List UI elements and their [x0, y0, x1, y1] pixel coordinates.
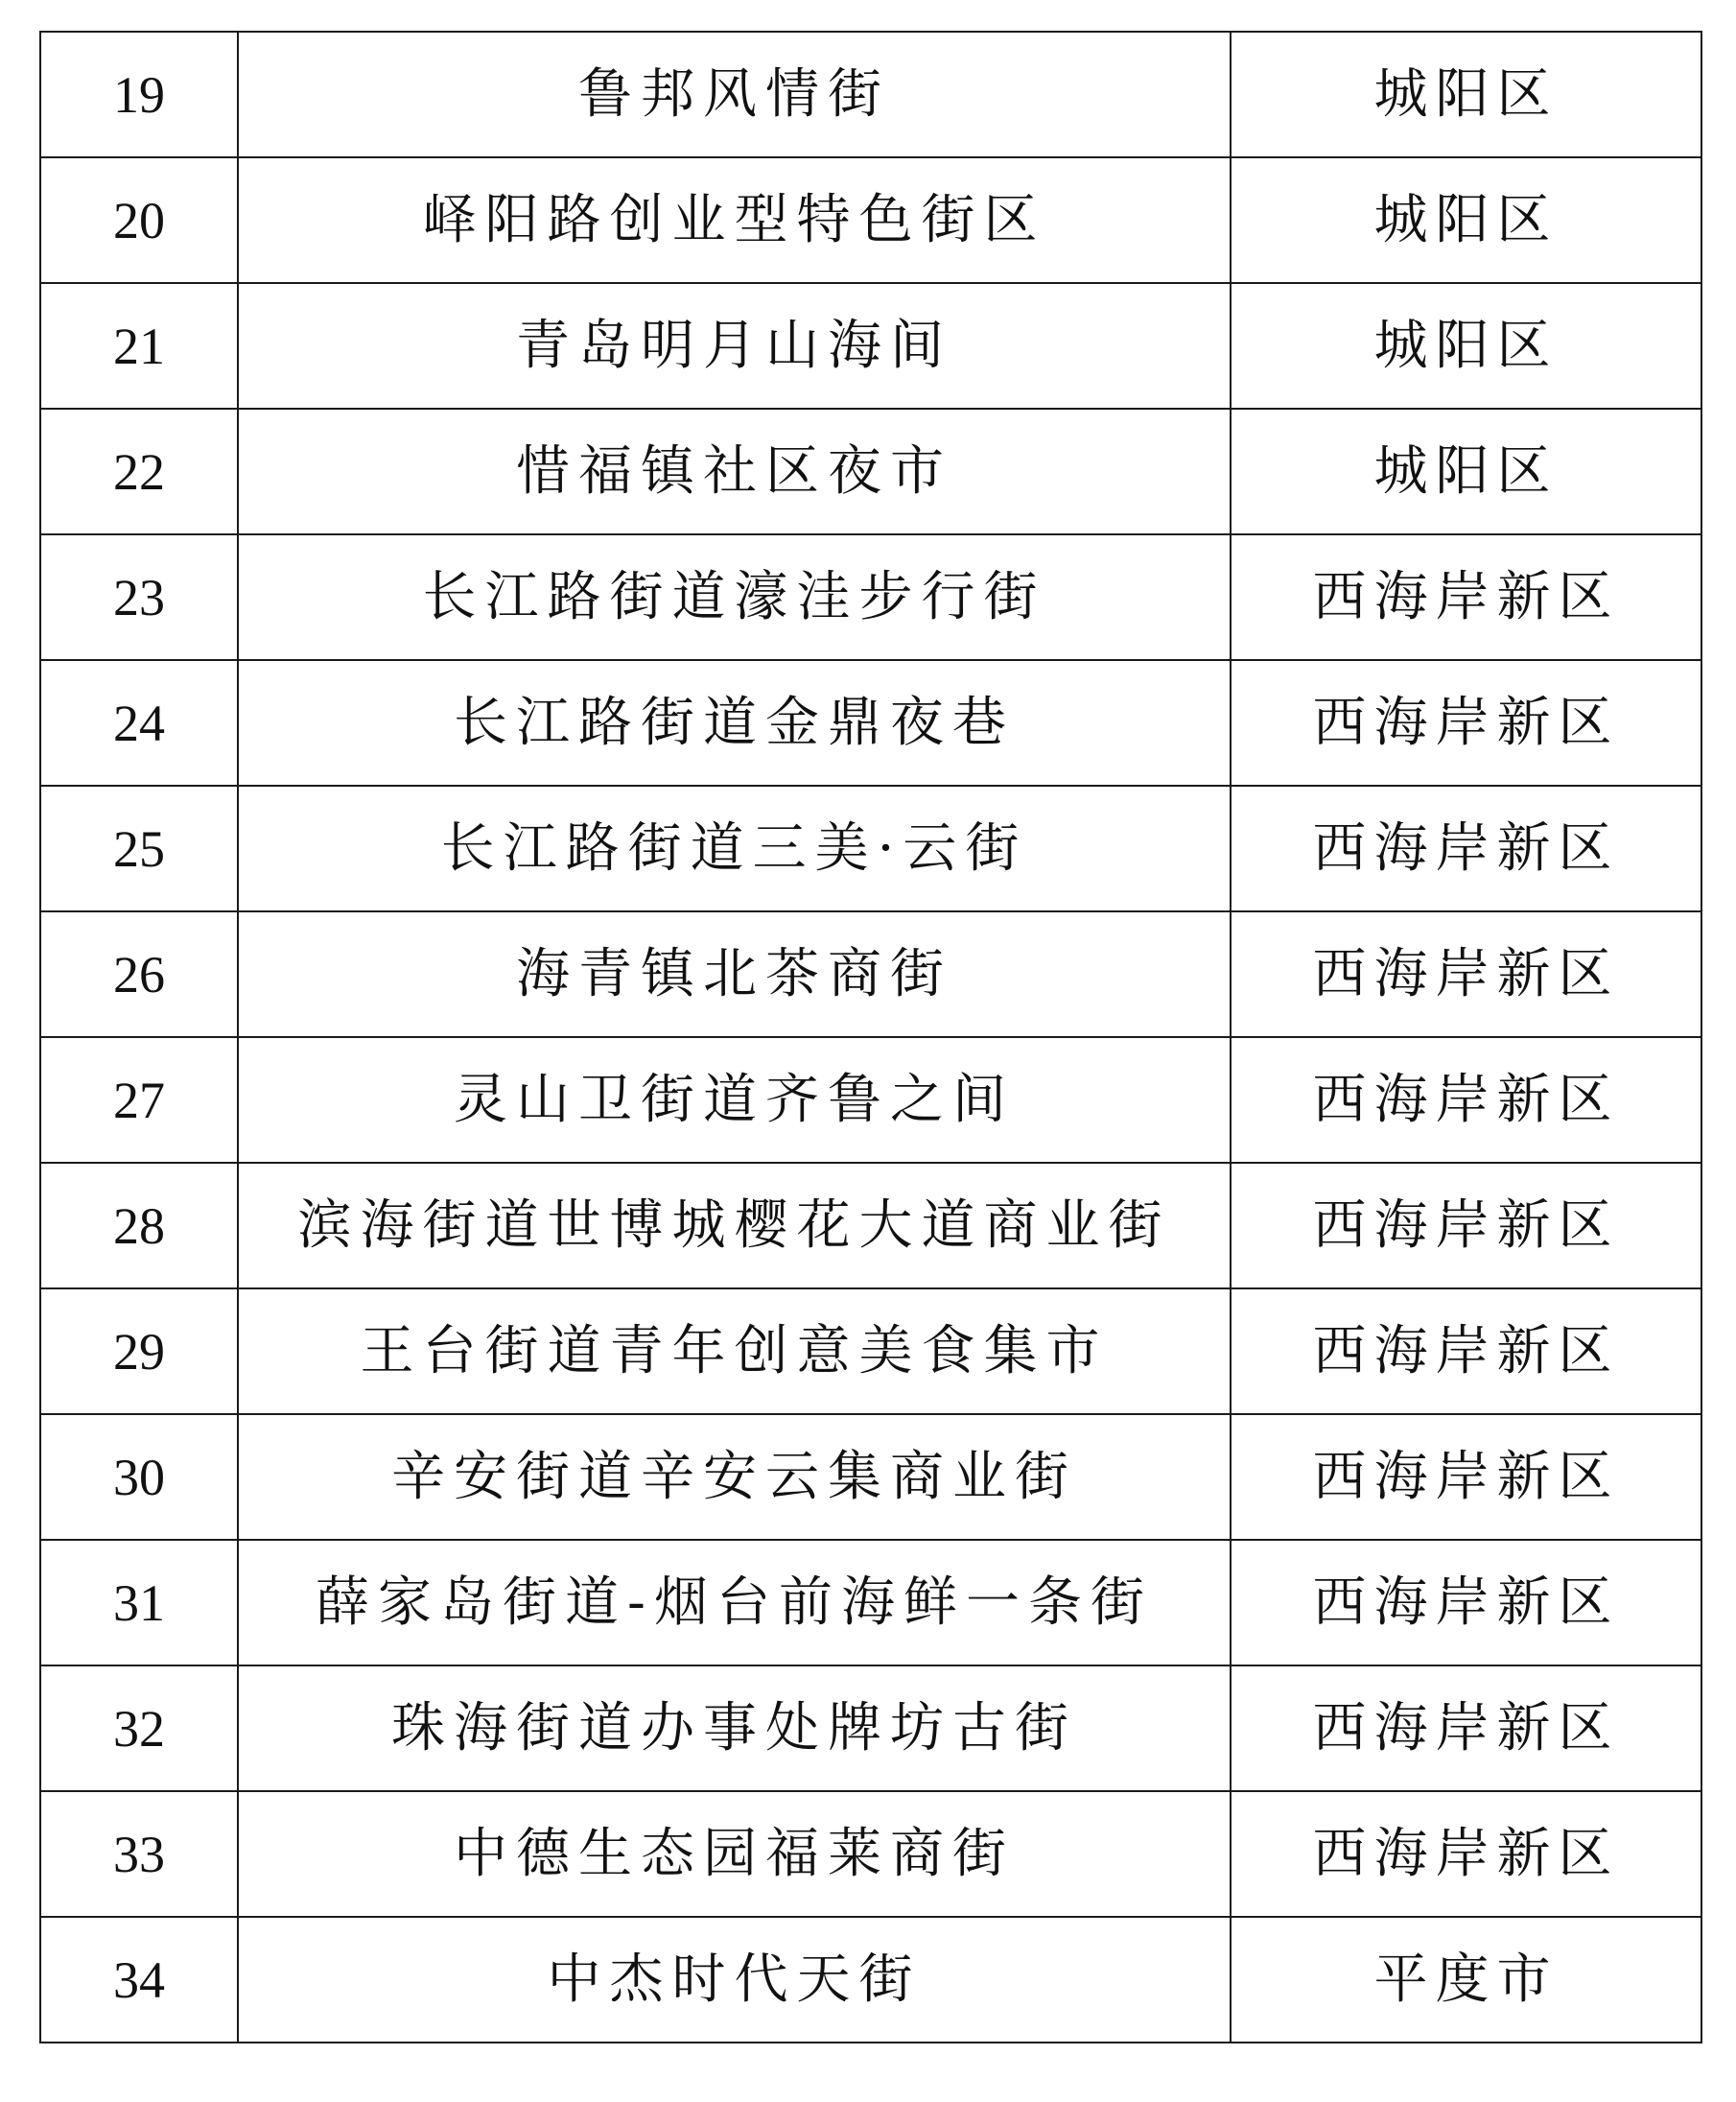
street-name: 珠海街道办事处牌坊古街: [238, 1665, 1231, 1791]
row-number: 29: [40, 1288, 238, 1414]
street-name: 薛家岛街道-烟台前海鲜一条街: [238, 1540, 1231, 1665]
district-name: 西海岸新区: [1231, 1163, 1701, 1288]
street-name: 辛安街道辛安云集商业街: [238, 1414, 1231, 1540]
table-row: [40, 660, 1701, 786]
district-name: 西海岸新区: [1231, 1414, 1701, 1540]
street-name: 长江路街道金鼎夜巷: [238, 660, 1231, 786]
street-name: 青岛明月山海间: [238, 283, 1231, 409]
district-name: 城阳区: [1231, 157, 1701, 283]
table-row: [40, 1288, 1701, 1414]
row-number: 27: [40, 1037, 238, 1163]
table-row: [40, 1665, 1701, 1791]
district-name: 西海岸新区: [1231, 1540, 1701, 1665]
street-name: 鲁邦风情街: [238, 32, 1231, 157]
street-name: 滨海街道世博城樱花大道商业街: [238, 1163, 1231, 1288]
table-row: [40, 534, 1701, 660]
row-number: 32: [40, 1665, 238, 1791]
street-name: 惜福镇社区夜市: [238, 409, 1231, 534]
street-name: 中德生态园福莱商街: [238, 1791, 1231, 1917]
row-number: 20: [40, 157, 238, 283]
table-row: [40, 1163, 1701, 1288]
district-name: 城阳区: [1231, 32, 1701, 157]
row-number: 34: [40, 1917, 238, 2043]
district-name: 西海岸新区: [1231, 534, 1701, 660]
row-number: 31: [40, 1540, 238, 1665]
table-row: [40, 1917, 1701, 2043]
district-name: 西海岸新区: [1231, 660, 1701, 786]
row-number: 24: [40, 660, 238, 786]
row-number: 23: [40, 534, 238, 660]
table-row: [40, 1414, 1701, 1540]
row-number: 33: [40, 1791, 238, 1917]
street-name: 峄阳路创业型特色街区: [238, 157, 1231, 283]
table-row: [40, 786, 1701, 911]
district-name: 西海岸新区: [1231, 911, 1701, 1037]
street-name: 王台街道青年创意美食集市: [238, 1288, 1231, 1414]
street-name: 中杰时代天街: [238, 1917, 1231, 2043]
street-name: 海青镇北茶商街: [238, 911, 1231, 1037]
street-name: 灵山卫街道齐鲁之间: [238, 1037, 1231, 1163]
district-name: 西海岸新区: [1231, 1665, 1701, 1791]
district-name: 西海岸新区: [1231, 1791, 1701, 1917]
table-row: [40, 283, 1701, 409]
table-row: [40, 157, 1701, 283]
street-name: 长江路街道濠洼步行街: [238, 534, 1231, 660]
table-row: [40, 409, 1701, 534]
district-name: 西海岸新区: [1231, 1037, 1701, 1163]
row-number: 30: [40, 1414, 238, 1540]
table-row: [40, 1791, 1701, 1917]
table-body: [40, 32, 1701, 2043]
district-name: 平度市: [1231, 1917, 1701, 2043]
street-name: 长江路街道三美·云街: [238, 786, 1231, 911]
district-name: 城阳区: [1231, 409, 1701, 534]
street-list-table: [39, 31, 1702, 2043]
table-row: [40, 911, 1701, 1037]
table-row: [40, 1037, 1701, 1163]
table-row: [40, 1540, 1701, 1665]
row-number: 19: [40, 32, 238, 157]
row-number: 22: [40, 409, 238, 534]
district-name: 城阳区: [1231, 283, 1701, 409]
district-name: 西海岸新区: [1231, 1288, 1701, 1414]
row-number: 21: [40, 283, 238, 409]
row-number: 26: [40, 911, 238, 1037]
district-name: 西海岸新区: [1231, 786, 1701, 911]
table-row: [40, 32, 1701, 157]
row-number: 28: [40, 1163, 238, 1288]
row-number: 25: [40, 786, 238, 911]
